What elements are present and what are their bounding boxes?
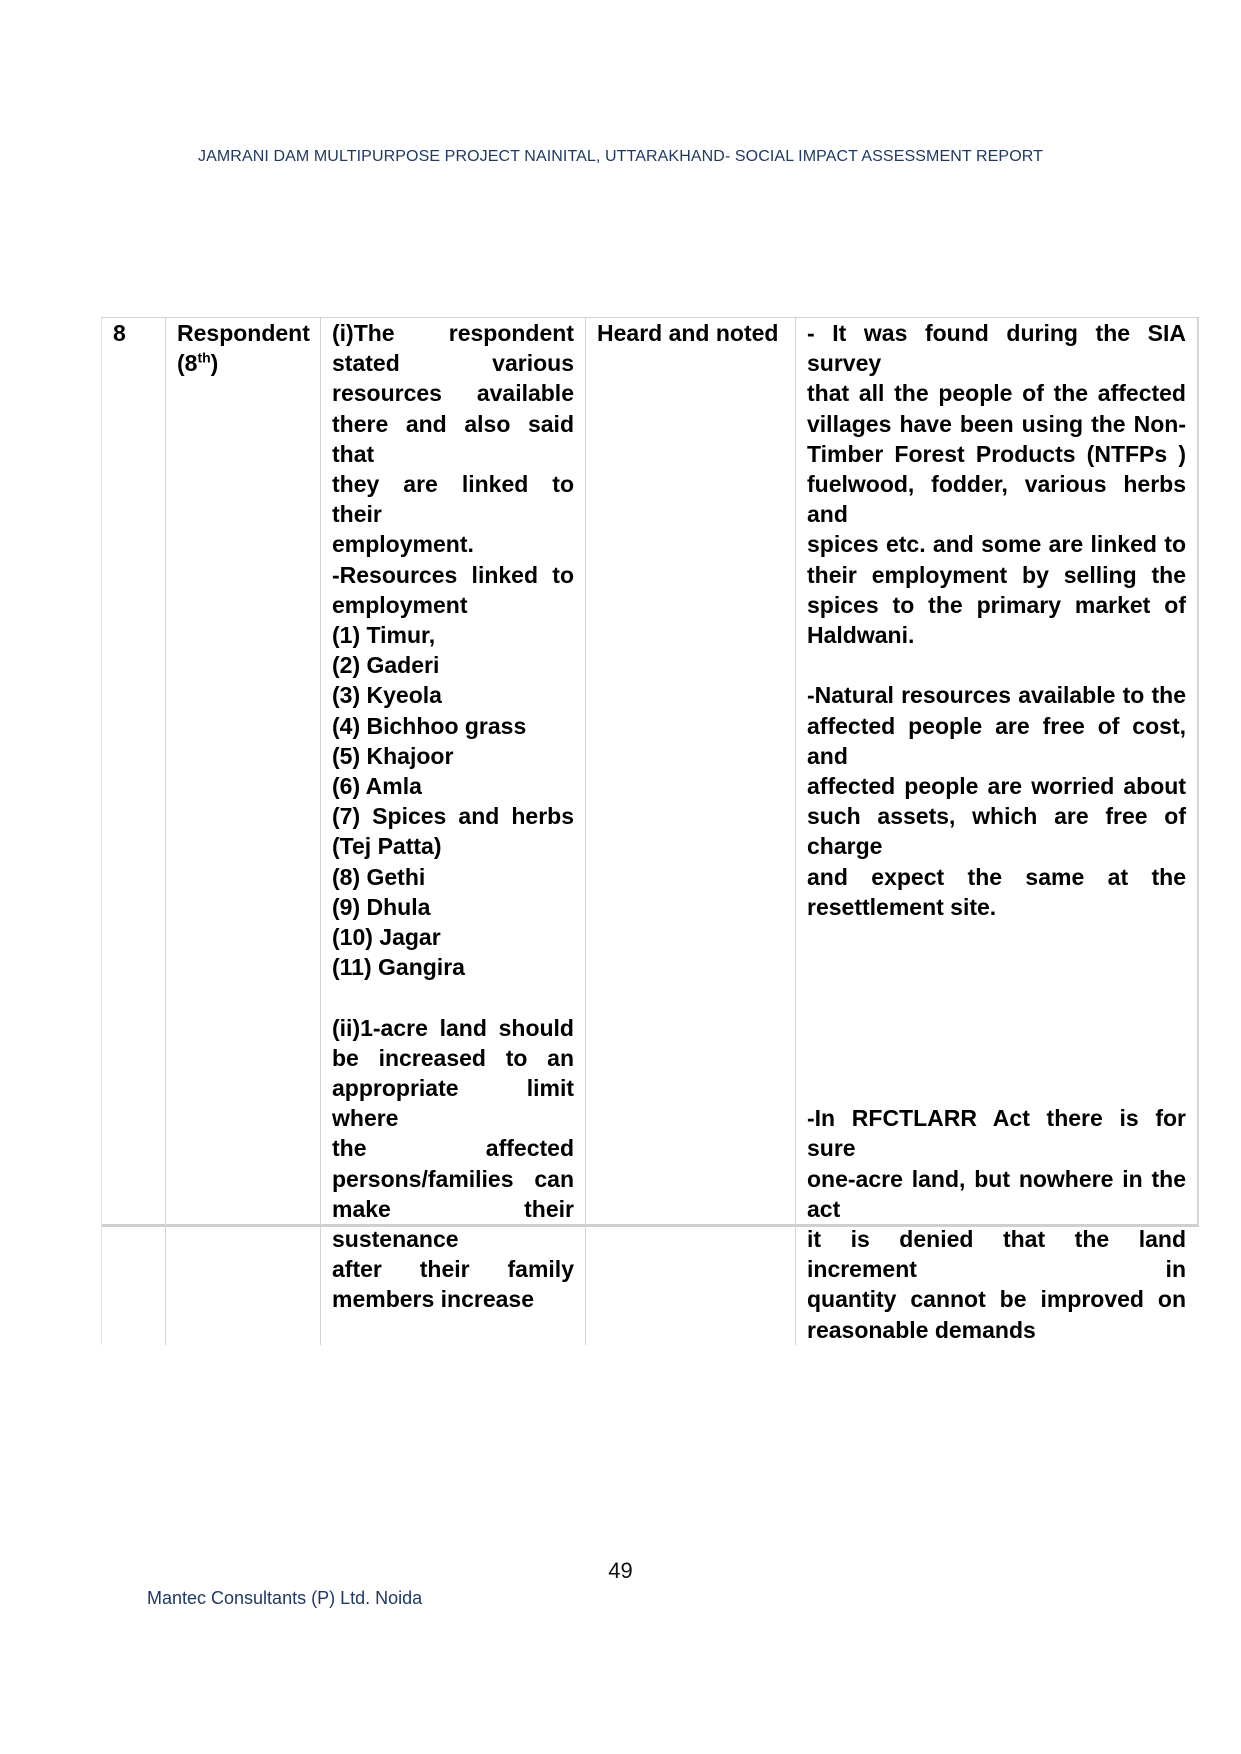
response-line: it is denied that the land increment in <box>807 1225 1186 1283</box>
serial-number: 8 <box>113 320 126 346</box>
comment-line: appropriate limit where <box>332 1075 574 1132</box>
comment-line: resources available <box>332 380 574 407</box>
comment-line: members increase <box>332 1286 535 1313</box>
response-cell <box>796 318 1198 1345</box>
comment-line: (i)The respondent <box>332 320 574 346</box>
serial-number-cell <box>102 318 166 1345</box>
resource-item: (Tej Patta) <box>332 833 442 860</box>
response-line: villages have been using the Non- <box>807 410 1186 437</box>
resource-item: (3) Kyeola <box>332 682 442 709</box>
respondent-ordinal: (8th) <box>177 349 219 377</box>
response-line: resettlement site. <box>807 893 997 920</box>
comment-line: the affected <box>332 1135 574 1162</box>
resource-item: (2) Gaderi <box>332 652 440 679</box>
response-line: Haldwani. <box>807 622 915 649</box>
resource-item: (5) Khajoor <box>332 742 454 769</box>
comment-line: employment. <box>332 531 474 558</box>
resources-heading: employment <box>332 591 468 618</box>
resource-item: (4) Bichhoo grass <box>332 712 527 739</box>
response-line: spices etc. and some are linked to <box>807 531 1186 558</box>
comment-line: after their family <box>332 1256 574 1283</box>
response-line: affected people are worried about <box>807 773 1186 800</box>
comments-cell <box>321 318 586 1345</box>
response-line: -In RFCTLARR Act there is for sure <box>807 1105 1186 1162</box>
action-text: Heard and noted <box>597 320 779 346</box>
response-line: fuelwood, fodder, various herbs and <box>807 471 1186 528</box>
resources-heading: -Resources linked to <box>332 561 574 588</box>
response-line: and expect the same at the <box>807 863 1186 890</box>
comment-line: make their sustenance <box>332 1195 574 1253</box>
response-line: Timber Forest Products (NTFPs ) <box>807 440 1186 467</box>
comment-line: (ii)1-acre land should <box>332 1014 574 1041</box>
comment-line: be increased to an <box>332 1044 574 1071</box>
response-line: such assets, which are free of charge <box>807 803 1186 860</box>
running-header: JAMRANI DAM MULTIPURPOSE PROJECT NAINITAL, UTTARAKHAND- SOCIAL IMPACT ASSESSMENT REPORT <box>198 148 1043 165</box>
resource-item: (11) Gangira <box>332 954 465 981</box>
respondent-label: Respondent <box>177 320 310 346</box>
response-line: one-acre land, but nowhere in the act <box>807 1165 1186 1222</box>
comment-line: there and also said that <box>332 410 574 467</box>
respondent-cell <box>166 318 321 1345</box>
response-line: -Natural resources available to the <box>807 682 1186 709</box>
resource-item: (10) Jagar <box>332 924 441 951</box>
resource-item: (9) Dhula <box>332 893 431 920</box>
resource-item: (8) Gethi <box>332 863 426 890</box>
response-line: - It was found during the SIA survey <box>807 320 1186 377</box>
resource-item: (1) Timur, <box>332 622 436 649</box>
comment-line: stated various <box>332 350 574 377</box>
table-row <box>102 318 1198 1345</box>
response-line: affected people are free of cost, and <box>807 712 1186 769</box>
response-line: reasonable demands <box>807 1316 1036 1343</box>
comment-line: they are linked to their <box>332 471 574 528</box>
resource-item: (7) Spices and herbs <box>332 803 574 830</box>
response-line: quantity cannot be improved on <box>807 1286 1186 1313</box>
response-line: that all the people of the affected <box>807 380 1186 407</box>
response-line: their employment by selling the <box>807 561 1186 588</box>
comment-line: persons/families can <box>332 1165 574 1192</box>
page-number: 49 <box>608 1558 633 1583</box>
action-cell <box>586 318 796 1345</box>
company-footer: Mantec Consultants (P) Ltd. Noida <box>147 1588 423 1608</box>
resource-item: (6) Amla <box>332 773 422 800</box>
consultation-table <box>101 317 1199 1343</box>
response-line: spices to the primary market of <box>807 591 1186 618</box>
